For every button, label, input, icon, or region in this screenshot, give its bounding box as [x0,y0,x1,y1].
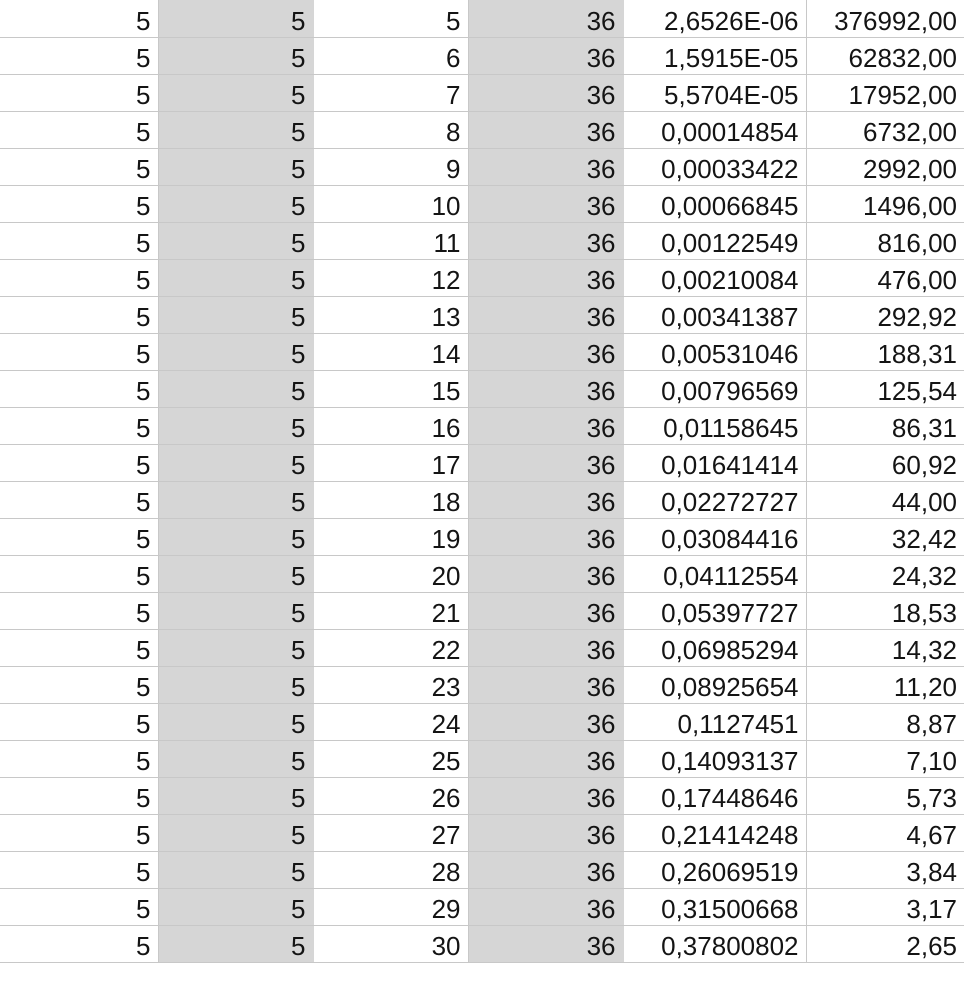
cell-col-c[interactable]: 26 [313,777,468,814]
cell-col-d[interactable]: 36 [468,481,623,518]
cell-col-b[interactable]: 5 [158,185,313,222]
cell-col-e[interactable]: 0,14093137 [623,740,806,777]
cell-col-f[interactable]: 44,00 [806,481,964,518]
cell-col-b[interactable]: 5 [158,0,313,37]
cell-col-e[interactable]: 0,01158645 [623,407,806,444]
cell-col-c[interactable]: 20 [313,555,468,592]
cell-col-d[interactable]: 36 [468,37,623,74]
cell-col-f[interactable]: 816,00 [806,222,964,259]
cell-col-c[interactable]: 17 [313,444,468,481]
cell-col-d[interactable]: 36 [468,740,623,777]
cell-col-c[interactable]: 27 [313,814,468,851]
cell-col-d[interactable]: 36 [468,370,623,407]
cell-col-c[interactable]: 10 [313,185,468,222]
cell-col-e[interactable]: 0,00341387 [623,296,806,333]
cell-col-b[interactable]: 5 [158,222,313,259]
cell-col-a[interactable]: 5 [0,888,158,925]
table-row [0,703,964,740]
cell-col-a[interactable]: 5 [0,370,158,407]
cell-col-f[interactable]: 7,10 [806,740,964,777]
cell-col-e[interactable]: 0,26069519 [623,851,806,888]
cell-col-a[interactable]: 5 [0,407,158,444]
table-row [0,740,964,777]
cell-col-d[interactable]: 36 [468,703,623,740]
cell-col-a[interactable]: 5 [0,703,158,740]
table-row [0,444,964,481]
cell-col-f[interactable]: 62832,00 [806,37,964,74]
table-row [0,296,964,333]
cell-col-f[interactable]: 17952,00 [806,74,964,111]
cell-col-b[interactable]: 5 [158,444,313,481]
cell-col-b[interactable]: 5 [158,592,313,629]
cell-col-a[interactable]: 5 [0,777,158,814]
table-row [0,777,964,814]
cell-col-e[interactable]: 0,17448646 [623,777,806,814]
cell-col-e[interactable]: 0,06985294 [623,629,806,666]
cell-col-c[interactable]: 11 [313,222,468,259]
cell-col-d[interactable]: 36 [468,185,623,222]
table-row [0,333,964,370]
cell-col-b[interactable]: 5 [158,148,313,185]
table-row [0,925,964,962]
cell-col-f[interactable]: 476,00 [806,259,964,296]
table-row [0,74,964,111]
cell-col-f[interactable]: 1496,00 [806,185,964,222]
cell-col-c[interactable]: 22 [313,629,468,666]
cell-col-b[interactable]: 5 [158,407,313,444]
cell-col-d[interactable]: 36 [468,814,623,851]
table-row [0,851,964,888]
cell-col-f[interactable]: 18,53 [806,592,964,629]
cell-col-a[interactable]: 5 [0,185,158,222]
table-row [0,592,964,629]
cell-col-c[interactable]: 18 [313,481,468,518]
cell-col-c[interactable]: 12 [313,259,468,296]
cell-col-a[interactable]: 5 [0,629,158,666]
cell-col-c[interactable]: 23 [313,666,468,703]
table-row [0,666,964,703]
cell-col-d[interactable]: 36 [468,222,623,259]
cell-col-c[interactable]: 16 [313,407,468,444]
cell-col-b[interactable]: 5 [158,888,313,925]
cell-col-b[interactable]: 5 [158,777,313,814]
cell-col-f[interactable]: 3,17 [806,888,964,925]
cell-col-b[interactable]: 5 [158,851,313,888]
cell-col-e[interactable]: 0,00066845 [623,185,806,222]
table-row [0,370,964,407]
cell-col-d[interactable]: 36 [468,74,623,111]
cell-col-c[interactable]: 24 [313,703,468,740]
cell-col-d[interactable]: 36 [468,259,623,296]
cell-col-d[interactable]: 36 [468,296,623,333]
cell-col-b[interactable]: 5 [158,740,313,777]
cell-col-e[interactable]: 0,03084416 [623,518,806,555]
table-row [0,555,964,592]
cell-col-f[interactable]: 125,54 [806,370,964,407]
cell-col-d[interactable]: 36 [468,555,623,592]
cell-col-b[interactable]: 5 [158,74,313,111]
cell-col-a[interactable]: 5 [0,814,158,851]
cell-col-e[interactable]: 0,21414248 [623,814,806,851]
cell-col-c[interactable]: 8 [313,111,468,148]
cell-col-a[interactable]: 5 [0,259,158,296]
cell-col-f[interactable]: 60,92 [806,444,964,481]
cell-col-f[interactable]: 3,84 [806,851,964,888]
table-row [0,259,964,296]
cell-col-e[interactable]: 0,31500668 [623,888,806,925]
cell-col-f[interactable]: 4,67 [806,814,964,851]
cell-col-e[interactable]: 0,00014854 [623,111,806,148]
table-row [0,222,964,259]
cell-col-e[interactable]: 0,00796569 [623,370,806,407]
cell-col-d[interactable]: 36 [468,592,623,629]
cell-col-c[interactable]: 28 [313,851,468,888]
cell-col-a[interactable]: 5 [0,851,158,888]
cell-col-b[interactable]: 5 [158,925,313,962]
cell-col-b[interactable]: 5 [158,703,313,740]
cell-col-a[interactable]: 5 [0,333,158,370]
table-row [0,814,964,851]
cell-col-f[interactable]: 2,65 [806,925,964,962]
cell-col-f[interactable]: 376992,00 [806,0,964,37]
cell-col-a[interactable]: 5 [0,37,158,74]
cell-col-a[interactable]: 5 [0,111,158,148]
cell-col-c[interactable]: 25 [313,740,468,777]
cell-col-f[interactable]: 292,92 [806,296,964,333]
cell-col-f[interactable]: 11,20 [806,666,964,703]
cell-col-a[interactable]: 5 [0,481,158,518]
cell-col-e[interactable]: 0,37800802 [623,925,806,962]
table-row [0,0,964,37]
cell-col-c[interactable]: 14 [313,333,468,370]
cell-col-a[interactable]: 5 [0,666,158,703]
cell-col-d[interactable]: 36 [468,111,623,148]
cell-col-e[interactable]: 0,02272727 [623,481,806,518]
cell-col-d[interactable]: 36 [468,851,623,888]
cell-col-b[interactable]: 5 [158,111,313,148]
cell-col-d[interactable]: 36 [468,148,623,185]
cell-col-f[interactable]: 188,31 [806,333,964,370]
cell-col-e[interactable]: 2,6526E-06 [623,0,806,37]
cell-col-a[interactable]: 5 [0,296,158,333]
cell-col-c[interactable]: 30 [313,925,468,962]
cell-col-b[interactable]: 5 [158,518,313,555]
cell-col-b[interactable]: 5 [158,481,313,518]
cell-col-b[interactable]: 5 [158,333,313,370]
cell-col-e[interactable]: 0,01641414 [623,444,806,481]
cell-col-f[interactable]: 86,31 [806,407,964,444]
cell-col-e[interactable]: 5,5704E-05 [623,74,806,111]
cell-col-d[interactable]: 36 [468,0,623,37]
cell-col-a[interactable]: 5 [0,925,158,962]
table-row [0,148,964,185]
cell-col-d[interactable]: 36 [468,777,623,814]
cell-col-d[interactable]: 36 [468,518,623,555]
cell-col-a[interactable]: 5 [0,0,158,37]
table-row [0,37,964,74]
cell-col-c[interactable]: 6 [313,37,468,74]
cell-col-a[interactable]: 5 [0,74,158,111]
cell-col-e[interactable]: 0,00210084 [623,259,806,296]
cell-col-f[interactable]: 5,73 [806,777,964,814]
cell-col-e[interactable]: 1,5915E-05 [623,37,806,74]
cell-col-a[interactable]: 5 [0,444,158,481]
table-row [0,629,964,666]
cell-col-f[interactable]: 32,42 [806,518,964,555]
cell-col-d[interactable]: 36 [468,925,623,962]
cell-col-c[interactable]: 19 [313,518,468,555]
cell-col-a[interactable]: 5 [0,518,158,555]
table-row [0,888,964,925]
cell-col-b[interactable]: 5 [158,37,313,74]
table-row [0,185,964,222]
cell-col-f[interactable]: 8,87 [806,703,964,740]
cell-col-a[interactable]: 5 [0,740,158,777]
cell-col-c[interactable]: 7 [313,74,468,111]
cell-col-b[interactable]: 5 [158,555,313,592]
cell-col-b[interactable]: 5 [158,259,313,296]
cell-col-e[interactable]: 0,00531046 [623,333,806,370]
cell-col-f[interactable]: 14,32 [806,629,964,666]
cell-col-a[interactable]: 5 [0,148,158,185]
cell-col-a[interactable]: 5 [0,222,158,259]
cell-col-a[interactable]: 5 [0,555,158,592]
cell-col-e[interactable]: 0,08925654 [623,666,806,703]
cell-col-b[interactable]: 5 [158,296,313,333]
cell-col-c[interactable]: 21 [313,592,468,629]
cell-col-b[interactable]: 5 [158,666,313,703]
cell-col-d[interactable]: 36 [468,444,623,481]
cell-col-e[interactable]: 0,04112554 [623,555,806,592]
cell-col-b[interactable]: 5 [158,814,313,851]
cell-col-e[interactable]: 0,00033422 [623,148,806,185]
cell-col-d[interactable]: 36 [468,333,623,370]
cell-col-f[interactable]: 2992,00 [806,148,964,185]
cell-col-c[interactable]: 13 [313,296,468,333]
cell-col-c[interactable]: 5 [313,0,468,37]
cell-col-d[interactable]: 36 [468,407,623,444]
table-row [0,518,964,555]
cell-col-a[interactable]: 5 [0,592,158,629]
cell-col-b[interactable]: 5 [158,370,313,407]
cell-col-f[interactable]: 24,32 [806,555,964,592]
cell-col-f[interactable]: 6732,00 [806,111,964,148]
cell-col-d[interactable]: 36 [468,629,623,666]
cell-col-c[interactable]: 9 [313,148,468,185]
cell-col-c[interactable]: 15 [313,370,468,407]
cell-col-b[interactable]: 5 [158,629,313,666]
table-row [0,111,964,148]
cell-col-d[interactable]: 36 [468,666,623,703]
cell-col-d[interactable]: 36 [468,888,623,925]
cell-col-e[interactable]: 0,05397727 [623,592,806,629]
cell-col-c[interactable]: 29 [313,888,468,925]
table-row [0,407,964,444]
cell-col-e[interactable]: 0,00122549 [623,222,806,259]
table-row [0,481,964,518]
cell-col-e[interactable]: 0,1127451 [623,703,806,740]
